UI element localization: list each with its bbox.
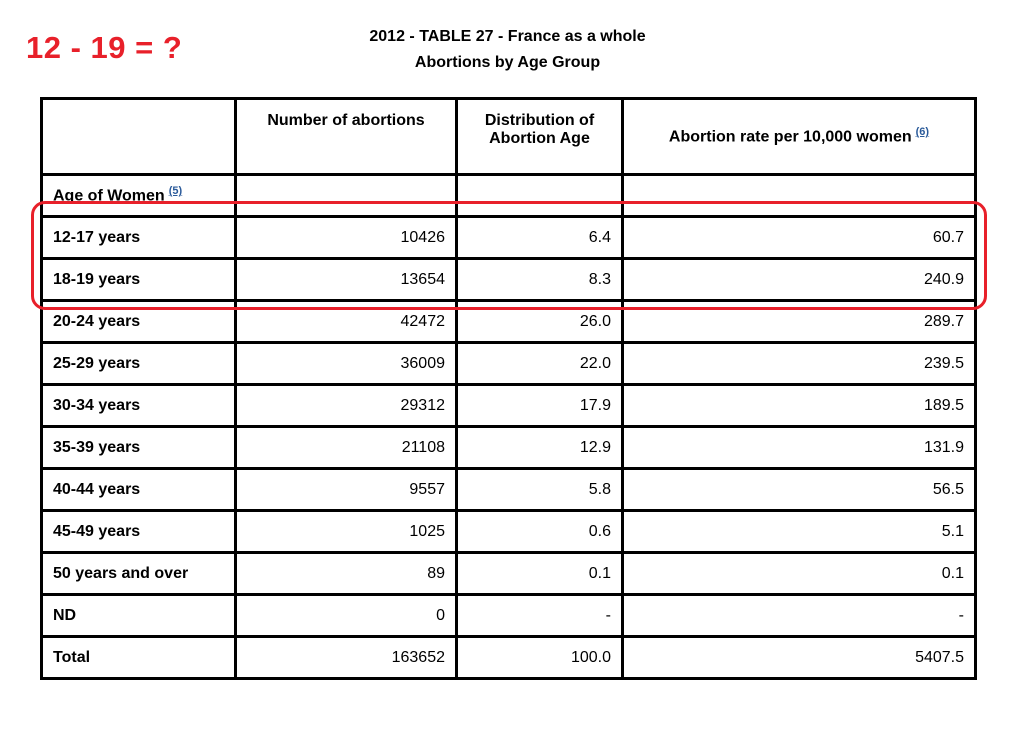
age-group-cell: 18-19 years bbox=[42, 259, 236, 301]
table-row bbox=[42, 385, 976, 427]
abortion-rate-cell: 289.7 bbox=[623, 301, 976, 343]
distribution-cell: 26.0 bbox=[457, 301, 623, 343]
table-row bbox=[42, 301, 976, 343]
distribution-cell: 0.1 bbox=[457, 553, 623, 595]
table-row bbox=[42, 595, 976, 637]
abortions-table bbox=[40, 97, 977, 680]
number-of-abortions-cell: 89 bbox=[236, 553, 457, 595]
number-of-abortions-cell: 0 bbox=[236, 595, 457, 637]
distribution-cell: - bbox=[457, 595, 623, 637]
distribution-cell: 100.0 bbox=[457, 637, 623, 679]
empty-cell bbox=[457, 175, 623, 217]
number-of-abortions-cell: 163652 bbox=[236, 637, 457, 679]
number-of-abortions-cell: 1025 bbox=[236, 511, 457, 553]
table-row bbox=[42, 217, 976, 259]
empty-cell bbox=[623, 175, 976, 217]
age-group-cell: 45-49 years bbox=[42, 511, 236, 553]
distribution-cell: 0.6 bbox=[457, 511, 623, 553]
age-of-women-label: Age of Women bbox=[53, 187, 165, 205]
header-number-of-abortions: Number of abortions bbox=[236, 99, 457, 175]
distribution-cell: 17.9 bbox=[457, 385, 623, 427]
distribution-cell: 8.3 bbox=[457, 259, 623, 301]
abortion-rate-cell: 60.7 bbox=[623, 217, 976, 259]
number-of-abortions-cell: 36009 bbox=[236, 343, 457, 385]
abortion-rate-cell: 5.1 bbox=[623, 511, 976, 553]
age-group-cell: 25-29 years bbox=[42, 343, 236, 385]
abortion-rate-cell: 189.5 bbox=[623, 385, 976, 427]
title-line-1: 2012 - TABLE 27 - France as a whole bbox=[369, 28, 646, 45]
age-group-cell: ND bbox=[42, 595, 236, 637]
number-of-abortions-cell: 42472 bbox=[236, 301, 457, 343]
age-group-cell: Total bbox=[42, 637, 236, 679]
table-row bbox=[42, 553, 976, 595]
empty-cell bbox=[236, 175, 457, 217]
age-group-cell: 50 years and over bbox=[42, 553, 236, 595]
number-of-abortions-cell: 9557 bbox=[236, 469, 457, 511]
abortion-rate-cell: - bbox=[623, 595, 976, 637]
age-group-cell: 30-34 years bbox=[42, 385, 236, 427]
table-row bbox=[42, 427, 976, 469]
age-of-women-cell bbox=[42, 175, 236, 217]
table-row bbox=[42, 469, 976, 511]
abortion-rate-cell: 5407.5 bbox=[623, 637, 976, 679]
abortion-rate-cell: 240.9 bbox=[623, 259, 976, 301]
abortion-rate-cell: 239.5 bbox=[623, 343, 976, 385]
footnote-link-6[interactable]: (6) bbox=[915, 126, 930, 139]
header-distribution: Distribution of Abortion Age bbox=[457, 99, 623, 175]
table-title bbox=[250, 24, 765, 76]
number-of-abortions-cell: 29312 bbox=[236, 385, 457, 427]
table-row bbox=[42, 637, 976, 679]
distribution-cell: 5.8 bbox=[457, 469, 623, 511]
header-empty-cell bbox=[42, 99, 236, 175]
abortion-rate-cell: 56.5 bbox=[623, 469, 976, 511]
footnote-link-5[interactable]: (5) bbox=[168, 185, 183, 198]
header-abortion-rate-label: Abortion rate per 10,000 women bbox=[668, 128, 912, 146]
header-abortion-rate bbox=[623, 99, 976, 175]
distribution-cell: 6.4 bbox=[457, 217, 623, 259]
age-group-cell: 40-44 years bbox=[42, 469, 236, 511]
number-of-abortions-cell: 10426 bbox=[236, 217, 457, 259]
age-group-cell: 20-24 years bbox=[42, 301, 236, 343]
number-of-abortions-cell: 13654 bbox=[236, 259, 457, 301]
distribution-cell: 12.9 bbox=[457, 427, 623, 469]
table-row bbox=[42, 259, 976, 301]
age-group-cell: 35-39 years bbox=[42, 427, 236, 469]
annotation-text: 12 - 19 = ? bbox=[26, 30, 183, 65]
table-row bbox=[42, 343, 976, 385]
number-of-abortions-cell: 21108 bbox=[236, 427, 457, 469]
abortion-rate-cell: 0.1 bbox=[623, 553, 976, 595]
title-line-2: Abortions by Age Group bbox=[414, 54, 601, 71]
table-row bbox=[42, 511, 976, 553]
age-label-row bbox=[42, 175, 976, 217]
abortion-rate-cell: 131.9 bbox=[623, 427, 976, 469]
distribution-cell: 22.0 bbox=[457, 343, 623, 385]
age-group-cell: 12-17 years bbox=[42, 217, 236, 259]
header-row bbox=[42, 99, 976, 175]
